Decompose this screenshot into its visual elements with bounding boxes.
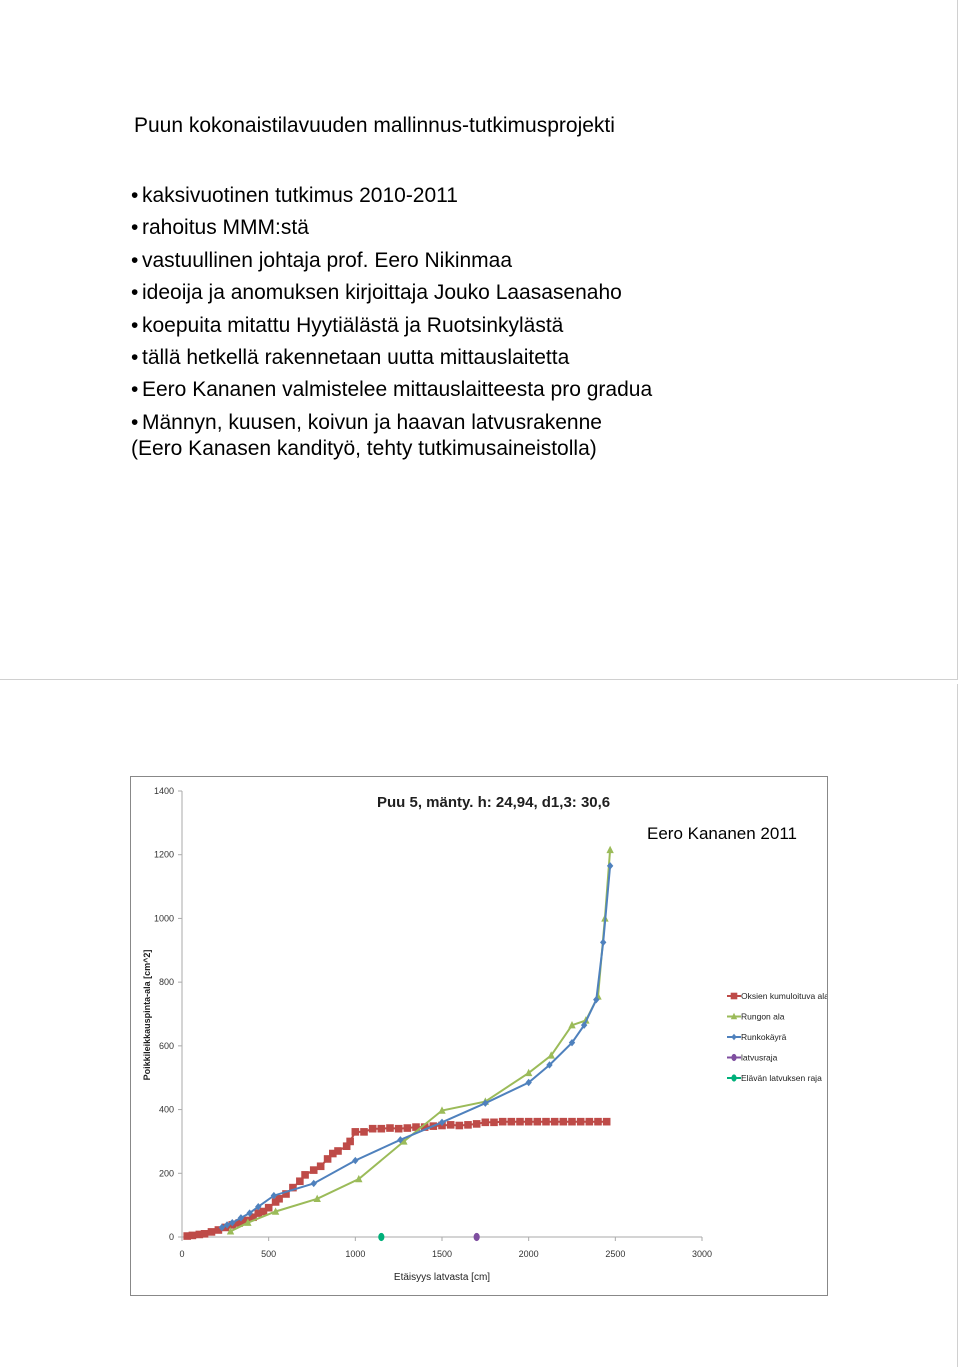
data-point — [568, 1118, 576, 1126]
legend-label: Elävän latvuksen raja — [741, 1073, 822, 1083]
bullet-item — [131, 277, 652, 309]
data-point — [317, 1162, 325, 1170]
legend-label: latvusraja — [741, 1052, 778, 1063]
legend-marker — [731, 1054, 736, 1061]
data-point — [265, 1204, 273, 1212]
chart-title: Puu 5, mänty. h: 24,94, d1,3: 30,6 — [377, 794, 611, 811]
chart-annotation: Eero Kananen 2011 — [647, 824, 797, 843]
y-tick-label: 400 — [158, 1104, 174, 1115]
data-point — [482, 1119, 490, 1127]
data-point — [201, 1230, 209, 1238]
legend-label: Runkokäyrä — [741, 1032, 787, 1042]
data-point — [473, 1120, 481, 1128]
data-point — [542, 1118, 550, 1126]
bullet-text: vastuullinen johtaja prof. Eero Nikinmaa — [142, 248, 513, 272]
bullet-text: tällä hetkellä rakennetaan uutta mittauslaitetta — [142, 346, 570, 370]
data-point — [208, 1228, 216, 1236]
data-point — [404, 1124, 412, 1132]
series-line — [222, 866, 610, 1228]
legend-marker — [731, 1034, 736, 1040]
bullet-list — [131, 180, 652, 439]
x-tick-label: 1500 — [431, 1249, 453, 1259]
bullet-item — [131, 310, 652, 342]
data-point — [560, 1118, 568, 1126]
data-point — [310, 1166, 318, 1174]
data-point — [352, 1128, 360, 1136]
data-point — [474, 1233, 480, 1241]
series-4 — [474, 1233, 480, 1241]
data-point — [395, 1125, 403, 1133]
bullet-text: kaksivuotinen tutkimus 2010-2011 — [142, 184, 458, 207]
data-point — [516, 1118, 524, 1126]
bullet-text: rahoitus MMM:stä — [142, 216, 309, 240]
bullet-text: Männyn, kuusen, koivun ja haavan latvusrakenne — [142, 410, 602, 434]
data-point — [386, 1124, 394, 1132]
data-point — [189, 1232, 197, 1240]
data-point — [606, 846, 613, 853]
data-point — [334, 1147, 342, 1155]
bullet-item — [131, 180, 652, 212]
data-point — [311, 1180, 317, 1187]
x-tick-label: 3000 — [691, 1249, 713, 1259]
legend-label: Rungon ala — [741, 1011, 785, 1022]
bullet-marker: • — [131, 346, 139, 370]
data-point — [360, 1128, 368, 1136]
legend-marker — [731, 1074, 736, 1081]
x-tick-label: 500 — [261, 1249, 277, 1259]
chart-axes — [182, 791, 702, 1237]
data-point — [594, 1118, 602, 1126]
data-point — [447, 1121, 455, 1129]
x-tick-label: 2000 — [518, 1249, 539, 1259]
data-point — [577, 1118, 585, 1126]
data-point — [508, 1118, 516, 1126]
y-tick-label: 600 — [158, 1040, 174, 1051]
data-point — [603, 1118, 611, 1126]
bullet-text: koepuita mitattu Hyytiälästä ja Ruotsinkylästä — [142, 313, 564, 337]
data-point — [378, 1233, 384, 1241]
data-point — [369, 1125, 377, 1133]
slide-note: (Eero Kanasen kandityö, tehty tutkimusaineistolla) — [131, 437, 597, 460]
bullet-marker: • — [131, 378, 139, 402]
data-point — [586, 1118, 594, 1126]
bullet-marker: • — [131, 410, 139, 434]
bullet-marker: • — [131, 248, 139, 272]
series-3 — [219, 862, 614, 1231]
series-2 — [227, 846, 614, 1235]
bullet-marker: • — [131, 281, 139, 305]
chart — [131, 777, 827, 1295]
y-tick-label: 1200 — [153, 849, 174, 860]
data-point — [525, 1118, 533, 1126]
y-tick-label: 1400 — [153, 786, 174, 796]
legend-marker — [731, 993, 738, 1000]
x-tick-label: 0 — [179, 1249, 185, 1259]
bullet-marker: • — [131, 184, 139, 207]
y-tick-label: 800 — [158, 977, 174, 988]
data-point — [490, 1119, 498, 1127]
data-point — [378, 1125, 386, 1133]
bullet-item — [131, 342, 652, 374]
bullet-item — [131, 245, 652, 277]
bullet-item — [131, 374, 652, 406]
bullet-item — [131, 212, 652, 244]
data-point — [456, 1122, 464, 1130]
data-point — [600, 939, 606, 946]
y-tick-label: 200 — [158, 1168, 174, 1179]
bullet-text: ideoija ja anomuksen kirjoittaja Jouko Laasasenaho — [142, 281, 622, 305]
chart-legend — [727, 991, 827, 1083]
y-ticks — [154, 786, 182, 1242]
legend-label: Oksien kumuloituva ala — [741, 991, 827, 1001]
series-layer — [183, 846, 613, 1241]
y-axis-label: Poikkileikkauspinta-ala [cm^2] — [142, 949, 152, 1081]
x-axis-label: Etäisyys latvasta [cm] — [393, 1272, 491, 1283]
data-point — [464, 1121, 472, 1129]
series-line — [231, 850, 611, 1231]
x-ticks — [179, 1237, 712, 1259]
y-tick-label: 1000 — [153, 913, 174, 924]
data-point — [301, 1171, 309, 1179]
data-point — [551, 1118, 559, 1126]
bullet-text: Eero Kananen valmistelee mittauslaitteesta pro gradua — [142, 378, 653, 402]
slide-title: Puun kokonaistilavuuden mallinnus-tutkimusprojekti — [134, 114, 615, 137]
x-tick-label: 1000 — [345, 1249, 366, 1259]
bullet-marker: • — [131, 216, 139, 240]
chart-frame — [130, 776, 828, 1296]
data-point — [499, 1118, 507, 1126]
x-tick-label: 2500 — [605, 1249, 626, 1259]
bullet-marker: • — [131, 313, 139, 337]
data-point — [534, 1118, 542, 1126]
slide-page-1 — [0, 0, 958, 680]
series-5 — [378, 1233, 384, 1241]
y-tick-label: 0 — [168, 1232, 174, 1242]
data-point — [352, 1157, 358, 1164]
data-point — [346, 1138, 354, 1146]
